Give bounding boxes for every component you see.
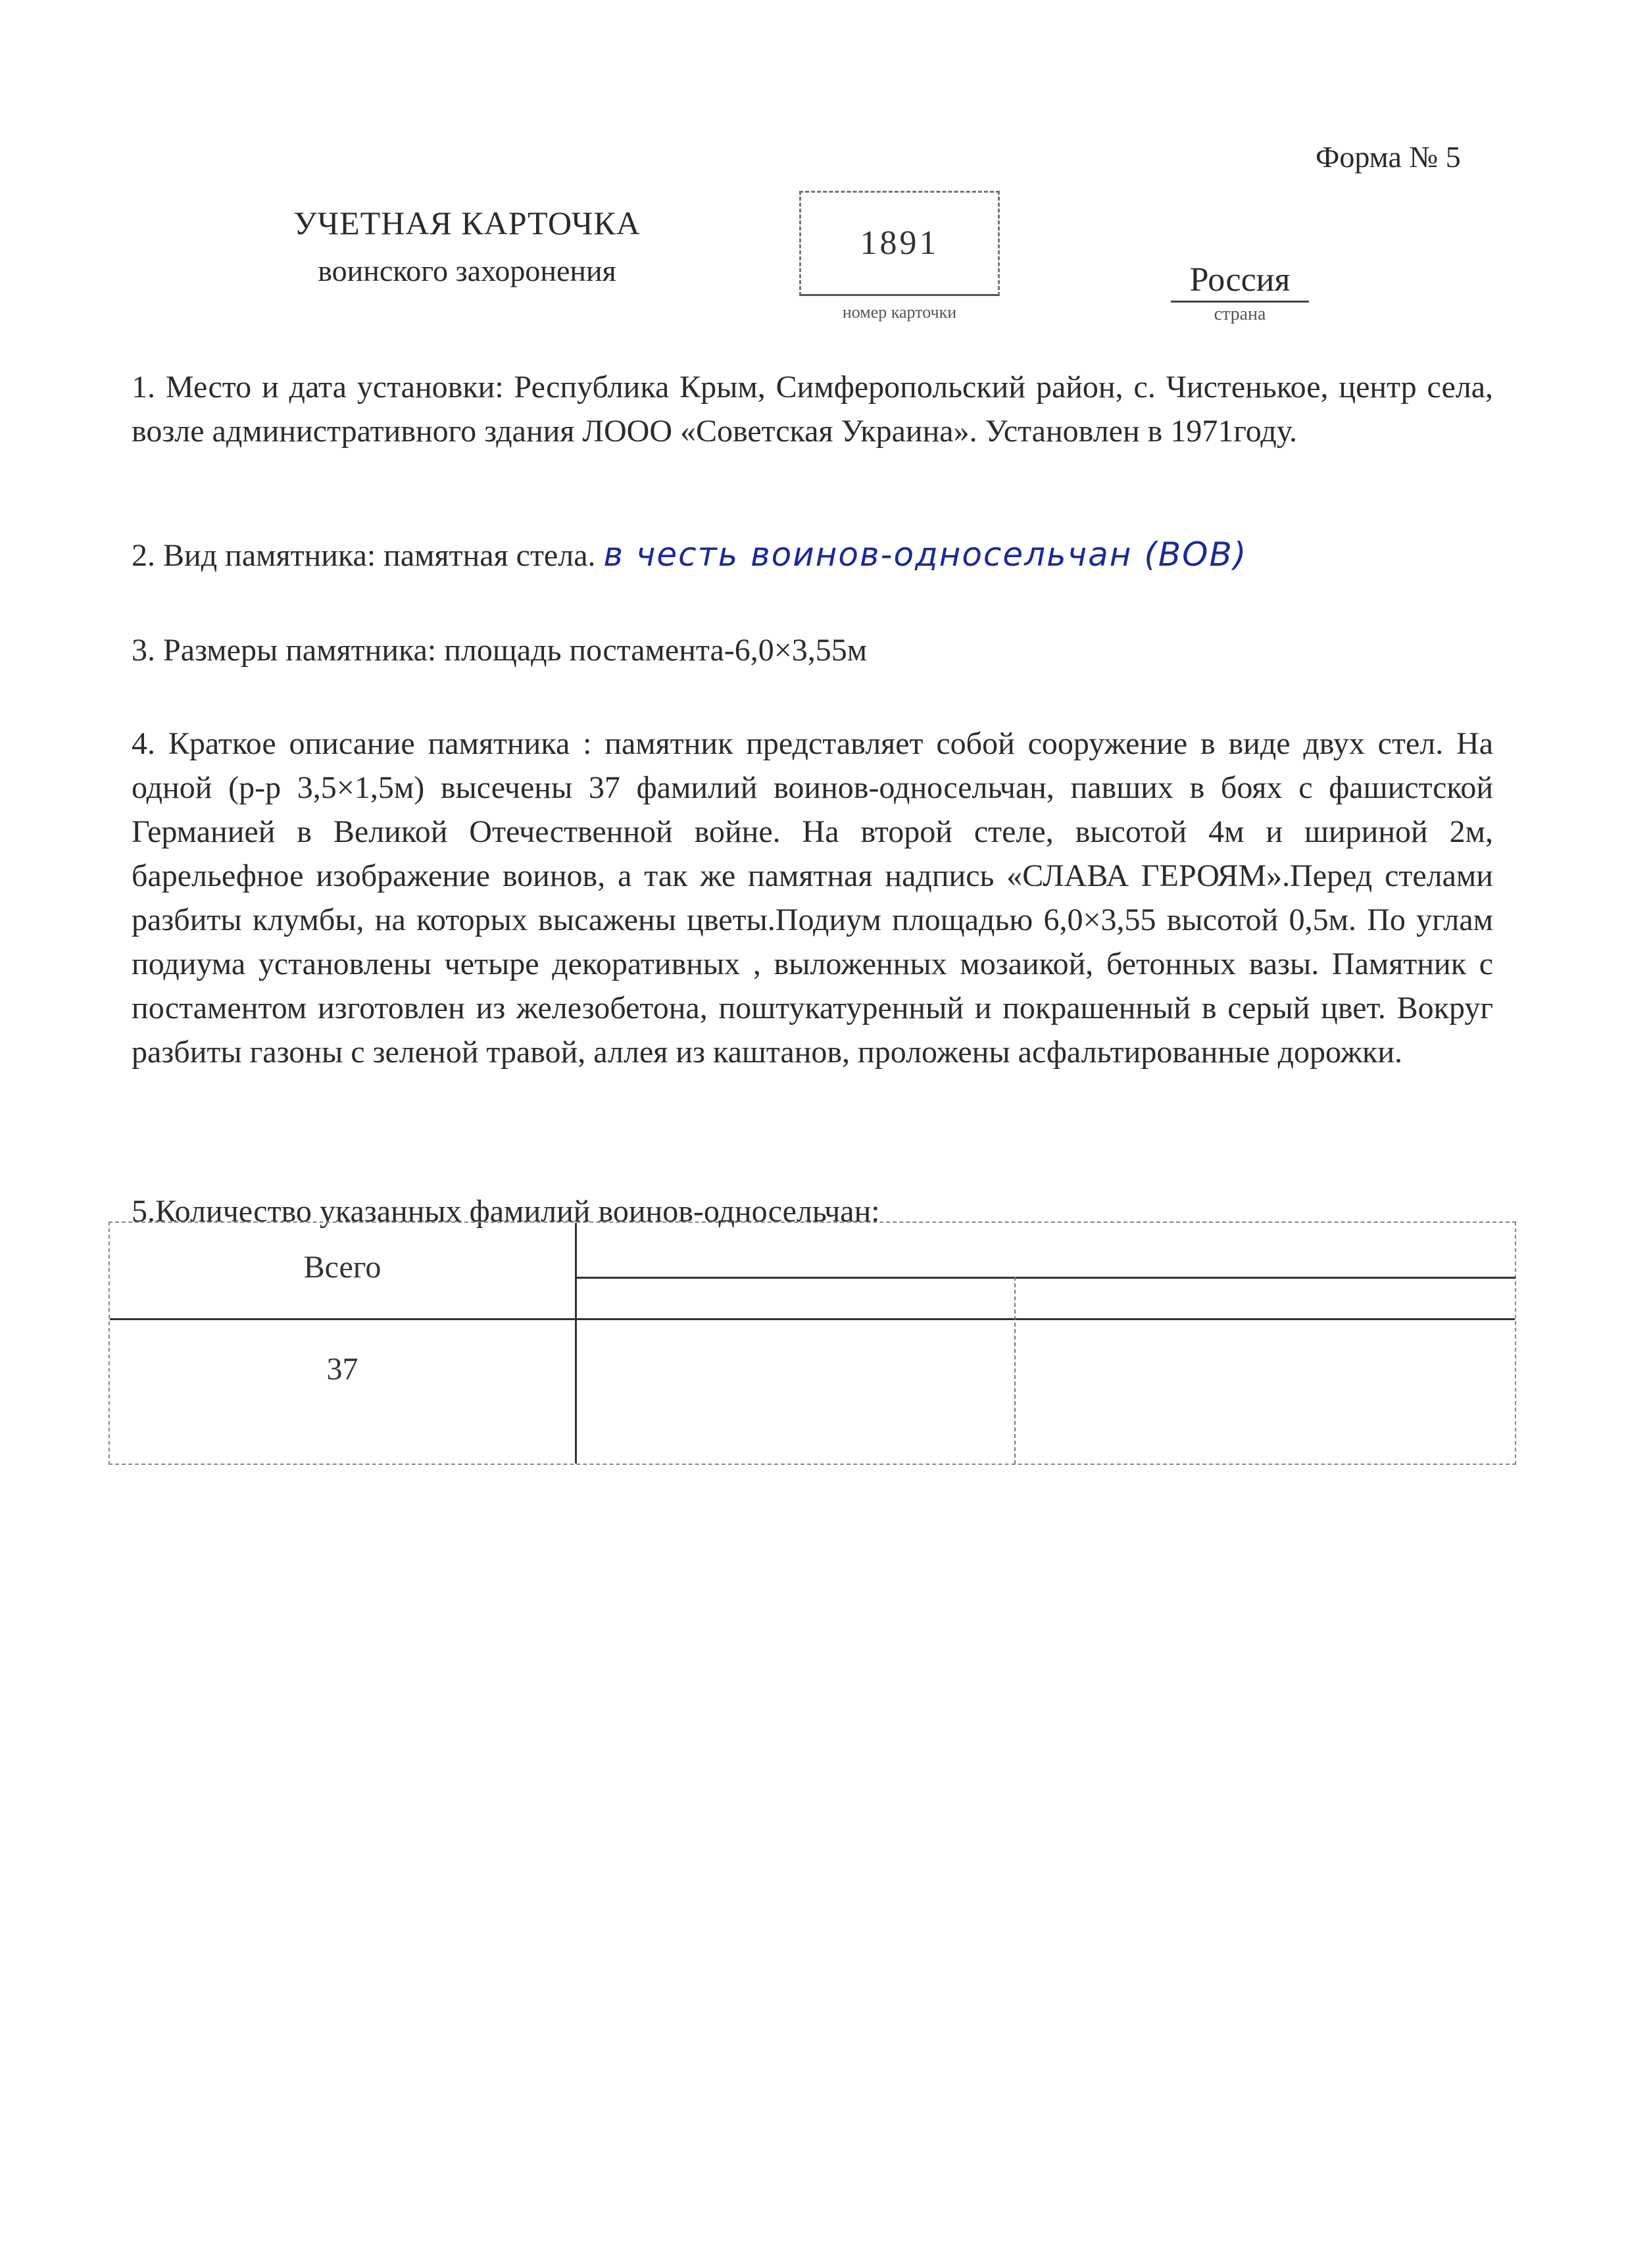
table-subcolumn-divider bbox=[1014, 1277, 1016, 1464]
card-number: 1891 bbox=[860, 224, 939, 262]
count-table bbox=[109, 1221, 1516, 1465]
item-5-count-heading: 5.Количество указанных фамилий воинов-односельчан: bbox=[132, 1194, 880, 1229]
country: Россия bbox=[1171, 260, 1309, 303]
item-2-handwritten-note: в честь воинов-односельчан (ВОВ) bbox=[603, 535, 1248, 574]
item-1-location: 1. Место и дата установки: Республика Крым, Симферопольский район, с. Чистенькое, центр села, возле административного здания ЛООО «Советская Украина». Установлен в 1971году. bbox=[132, 370, 1493, 449]
item-4-description: 4. Краткое описание памятника : памятник представляет собой сооружение в виде двух стел. На одной (р-р 3,5×1,5м) высечены 37 фамилий воинов-односельчан, павших в боях с фашистской Германией в Великой Отечественной войне. На второй стеле, высотой 4м и шириной 2м, барельефное изображение воинов, а так же памятная надпись «СЛАВА ГЕРОЯМ».Перед стелами разбиты клумбы, на которых высажены цветы.Подиум площадью 6,0×3,55 высотой 0,5м. По углам подиума установлены четыре декоративных , выложенных мозаикой, бетонных вазы. Памятник с постаментом изготовлен из железобетона, поштукатуренный и покрашенный в серый цвет. Вокруг разбиты газоны с зеленой травой, аллея из каштанов, проложены асфальтированные дорожки. bbox=[132, 726, 1493, 1070]
table-value-total: 37 bbox=[326, 1352, 358, 1387]
item-3-dimensions: 3. Размеры памятника: площадь постамента-6,0×3,55м bbox=[132, 633, 868, 668]
table-header-divider bbox=[110, 1318, 1515, 1320]
table-header-total: Всего bbox=[303, 1250, 382, 1285]
country-caption: страна bbox=[1214, 304, 1266, 324]
item-2-label: 2. Вид памятника: памятная стела. bbox=[132, 538, 596, 573]
table-subheader-divider bbox=[575, 1277, 1515, 1279]
form-number: Форма № 5 bbox=[1316, 140, 1461, 174]
item-2-monument-type bbox=[132, 533, 1493, 578]
card-subtitle: воинского захоронения bbox=[318, 254, 616, 287]
card-number-caption: номер карточки bbox=[842, 303, 957, 322]
card-title: УЧЕТНАЯ КАРТОЧКА bbox=[293, 205, 641, 241]
table-column-divider bbox=[575, 1223, 577, 1464]
